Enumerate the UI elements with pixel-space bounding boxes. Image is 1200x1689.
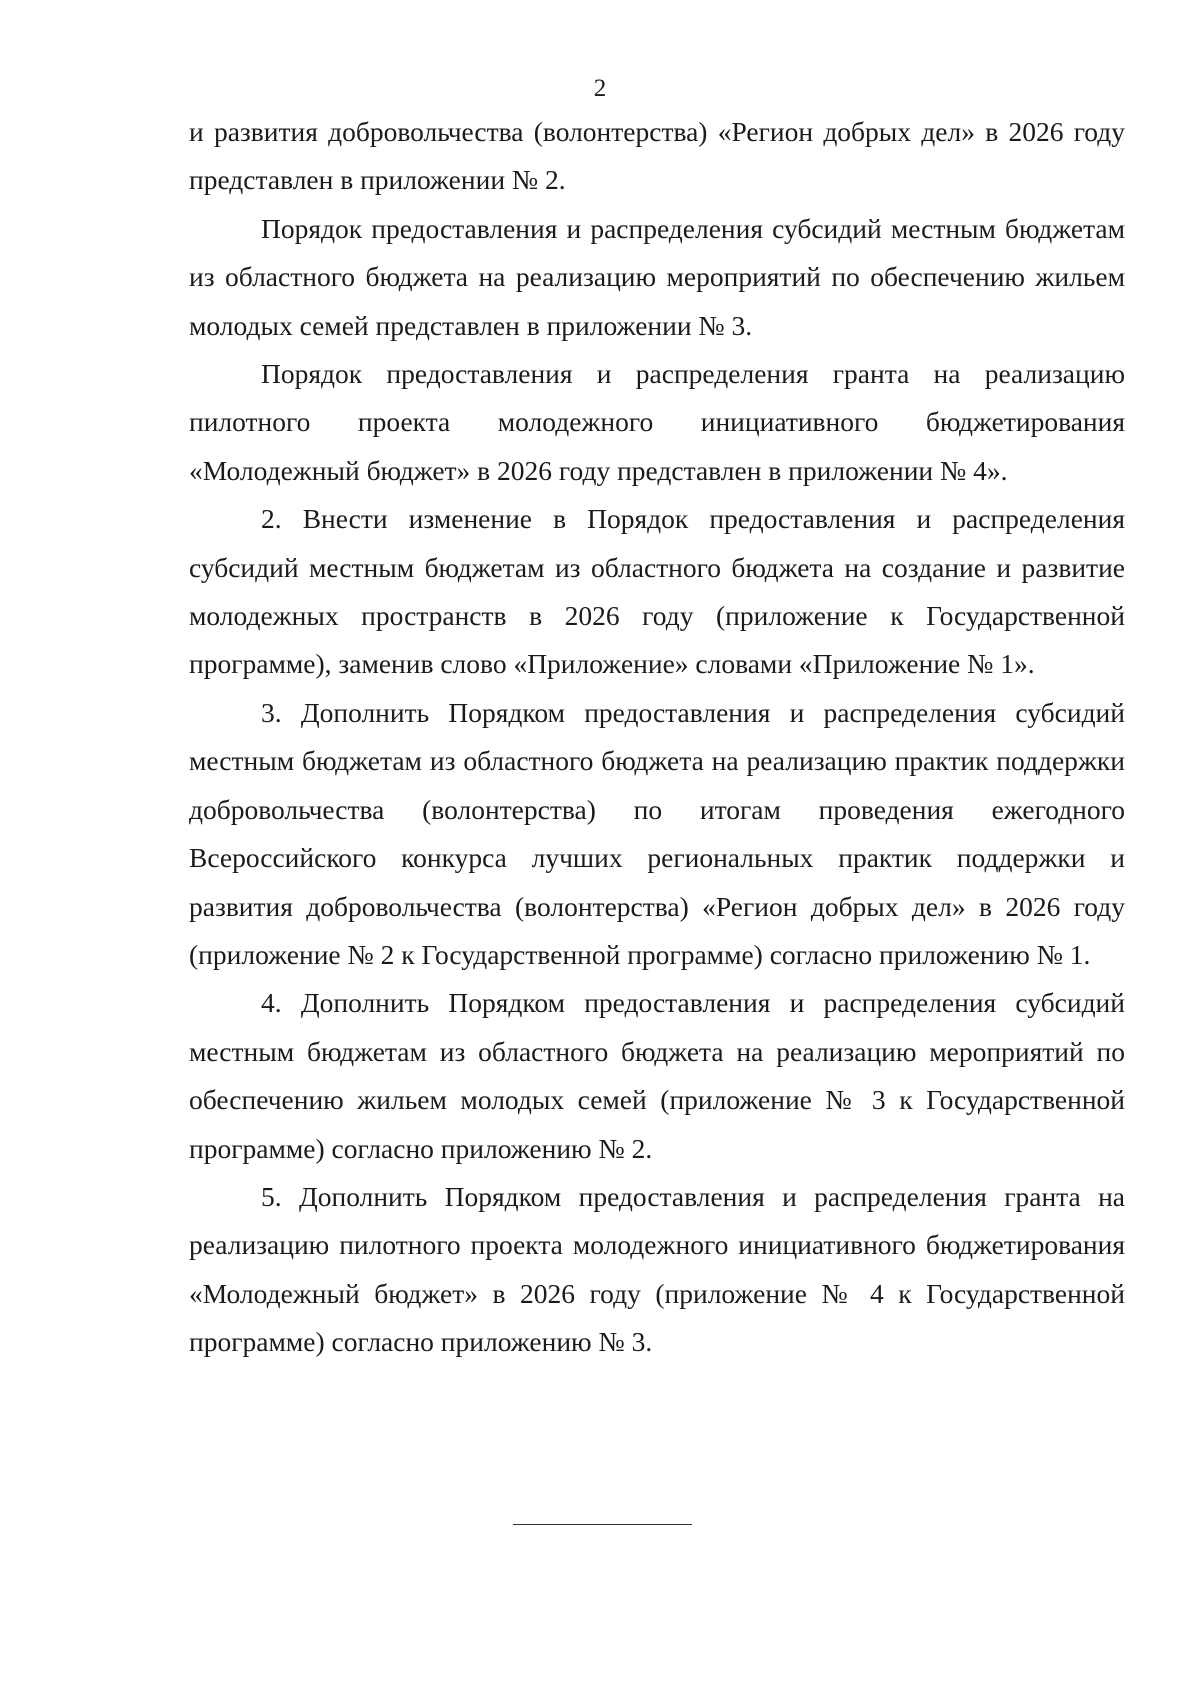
document-body: [189, 108, 1125, 1367]
paragraph-item-2: 2. Внести изменение в Порядок предоставления и распределения субсидий местным бюджетам из областного бюджета на создание и развитие молодежных пространств в 2026 году (приложение к Государственной программе), заменив слово «Приложение» словами «Приложение № 1».: [189, 503, 1125, 680]
closing-divider-line: [513, 1524, 692, 1525]
paragraph-grant-youth-budget-order: Порядок предоставления и распределения гранта на реализацию пилотного проекта молодежного инициативного бюджетирования «Молодежный бюджет» в 2026 году представлен в приложении № 4».: [189, 358, 1125, 486]
paragraph-item-5: 5. Дополнить Порядком предоставления и распределения гранта на реализацию пилотного проекта молодежного инициативного бюджетирования «Молодежный бюджет» в 2026 году (приложение № 4 к Государственной программе) согласно приложению № 3.: [189, 1180, 1125, 1358]
paragraph-continuation: и развития добровольчества (волонтерства) «Регион добрых дел» в 2026 году представлен в приложении № 2.: [189, 116, 1125, 196]
paragraph-subsidy-young-families-order: Порядок предоставления и распределения субсидий местным бюджетам из областного бюджета на реализацию мероприятий по обеспечению жильем молодых семей представлен в приложении № 3.: [189, 212, 1125, 341]
page-number: 2: [593, 75, 607, 102]
paragraph-item-4: 4. Дополнить Порядком предоставления и распределения субсидий местным бюджетам из областного бюджета на реализацию мероприятий по обеспечению жильем молодых семей (приложение № 3 к Государственной программе) согласно приложению № 2.: [189, 987, 1125, 1164]
paragraph-item-3: 3. Дополнить Порядком предоставления и распределения субсидий местным бюджетам из областного бюджета на реализацию практик поддержки добровольчества (волонтерства) по итогам проведения ежегодного Всероссийского конкурса лучших региональных практик поддержки и развития добровольчества (волонтерства) «Регион добрых дел» в 2026 году (приложение № 2 к Государственной программе) согласно приложению № 1.: [189, 696, 1125, 970]
